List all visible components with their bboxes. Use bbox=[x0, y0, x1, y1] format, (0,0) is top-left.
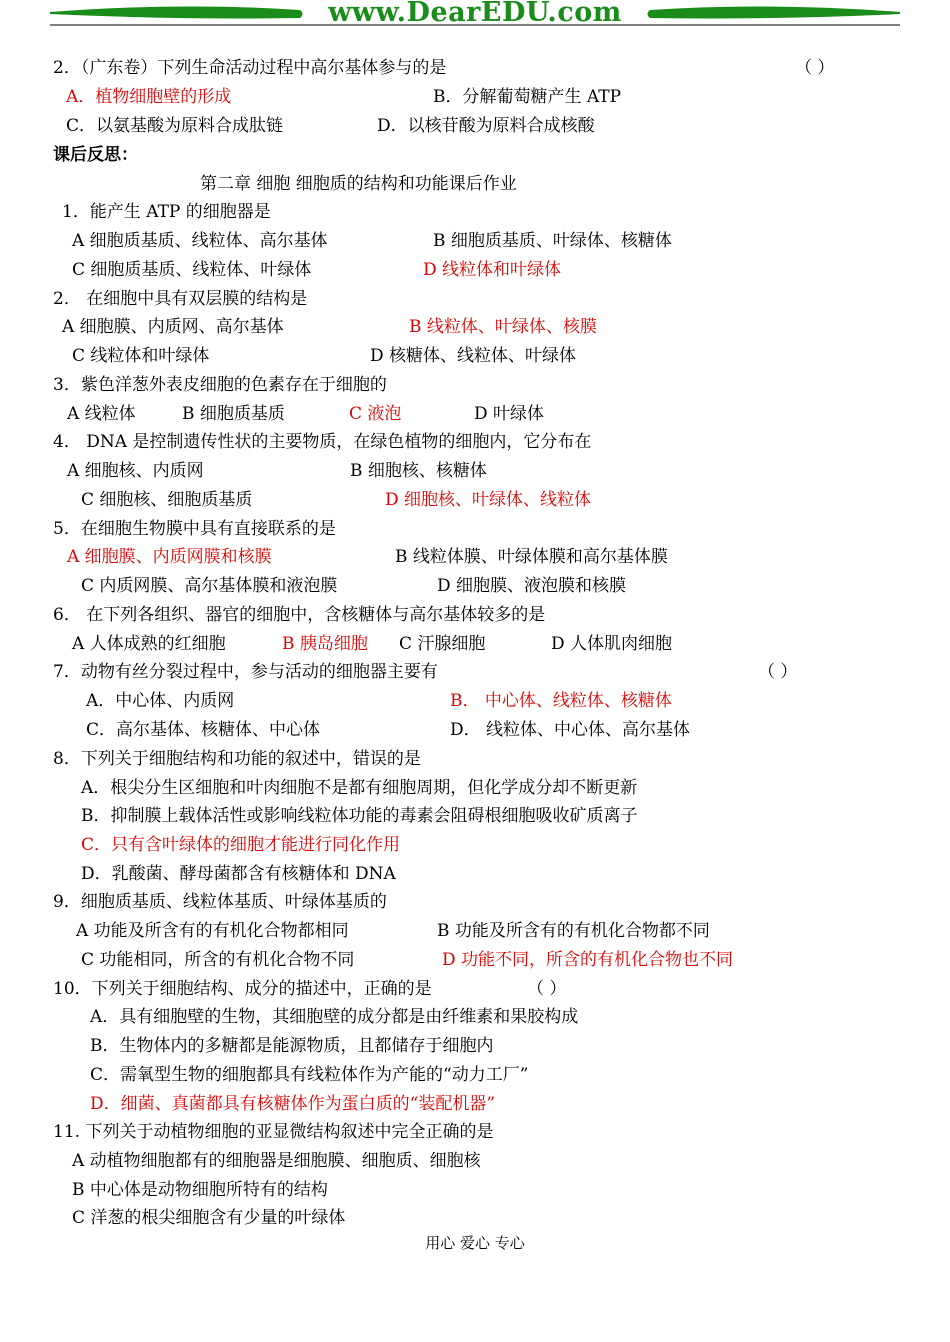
page-footer: 用心 爱心 专心 bbox=[425, 1234, 525, 1252]
q1-option-b: B 细胞质基质、叶绿体、核糖体 bbox=[433, 231, 672, 251]
q9-option-c: C 功能相同，所含的有机化合物不同 bbox=[81, 950, 355, 970]
question-6: 6． 在下列各组织、器官的细胞中，含核糖体与高尔基体较多的是 bbox=[53, 605, 546, 625]
q2-option-b-answer: B 线粒体、叶绿体、核膜 bbox=[409, 317, 597, 337]
q11-option-b: B 中心体是动物细胞所特有的结构 bbox=[72, 1180, 328, 1200]
option-a-answer: A．植物细胞壁的形成 bbox=[66, 87, 232, 107]
question-2-gd: 2．（广东卷）下列生命活动过程中高尔基体参与的是 bbox=[53, 58, 447, 78]
site-brand: www.DearEDU.com bbox=[328, 0, 622, 28]
question-9: 9．细胞质基质、线粒体基质、叶绿体基质的 bbox=[53, 892, 387, 912]
question-11: 11. 下列关于动植物细胞的亚显微结构叙述中完全正确的是 bbox=[53, 1122, 494, 1142]
q3-option-d: D 叶绿体 bbox=[474, 404, 545, 424]
question-1: 1．能产生 ATP 的细胞器是 bbox=[62, 202, 271, 222]
q10-option-a: A．具有细胞壁的生物，其细胞壁的成分都是由纤维素和果胶构成 bbox=[90, 1007, 579, 1027]
q1-option-d-answer: D 线粒体和叶绿体 bbox=[423, 260, 562, 280]
q5-option-b: B 线粒体膜、叶绿体膜和高尔基体膜 bbox=[395, 547, 668, 567]
section-title: 第二章 细胞 细胞质的结构和功能课后作业 bbox=[200, 174, 517, 194]
question-10: 10．下列关于细胞结构、成分的描述中，正确的是 bbox=[53, 979, 432, 999]
q4-option-d-answer: D 细胞核、叶绿体、线粒体 bbox=[385, 490, 592, 510]
q4-option-b: B 细胞核、核糖体 bbox=[350, 461, 487, 481]
q9-option-b: B 功能及所含有的有机化合物都不同 bbox=[437, 921, 710, 941]
q4-option-a: A 细胞核、内质网 bbox=[67, 461, 204, 481]
q1-option-c: C 细胞质基质、线粒体、叶绿体 bbox=[72, 260, 312, 280]
q7-option-b-answer: B． 中心体、线粒体、核糖体 bbox=[450, 691, 672, 711]
question-4: 4． DNA 是控制遗传性状的主要物质，在绿色植物的细胞内，它分布在 bbox=[53, 432, 592, 452]
q10-answer-bracket: （ ） bbox=[527, 979, 567, 999]
q3-option-a: A 线粒体 bbox=[67, 404, 136, 424]
q8-option-a: A．根尖分生区细胞和叶肉细胞不是都有细胞周期，但化学成分却不断更新 bbox=[81, 778, 638, 798]
q8-option-b: B．抑制膜上载体活性或影响线粒体功能的毒素会阻碍根细胞吸收矿质离子 bbox=[81, 806, 638, 826]
option-d: D．以核苷酸为原料合成核酸 bbox=[377, 116, 595, 136]
q9-option-d-answer: D 功能不同，所含的有机化合物也不同 bbox=[442, 950, 734, 970]
q6-option-a: A 人体成熟的红细胞 bbox=[72, 634, 226, 654]
option-b: B．分解葡萄糖产生 ATP bbox=[433, 87, 622, 107]
q9-option-a: A 功能及所含有的有机化合物都相同 bbox=[76, 921, 349, 941]
option-c: C．以氨基酸为原料合成肽链 bbox=[66, 116, 284, 136]
q8-option-c-answer: C．只有含叶绿体的细胞才能进行同化作用 bbox=[81, 835, 401, 855]
q8-option-d: D．乳酸菌、酵母菌都含有核糖体和 DNA bbox=[81, 864, 396, 884]
question-2: 2． 在细胞中具有双层膜的结构是 bbox=[53, 289, 308, 309]
q5-option-d: D 细胞膜、液泡膜和核膜 bbox=[437, 576, 627, 596]
q2-option-a: A 细胞膜、内质网、高尔基体 bbox=[62, 317, 284, 337]
question-8: 8．下列关于细胞结构和功能的叙述中，错误的是 bbox=[53, 749, 421, 769]
question-7: 7．动物有丝分裂过程中，参与活动的细胞器主要有 bbox=[53, 662, 438, 682]
question-5: 5．在细胞生物膜中具有直接联系的是 bbox=[53, 519, 336, 539]
q7-option-a: A．中心体、内质网 bbox=[86, 691, 235, 711]
q1-option-a: A 细胞质基质、线粒体、高尔基体 bbox=[72, 231, 328, 251]
answer-bracket: （ ） bbox=[795, 58, 835, 78]
q6-option-b-answer: B 胰岛细胞 bbox=[282, 634, 368, 654]
q10-option-b: B．生物体内的多糖都是能源物质，且都储存于细胞内 bbox=[90, 1036, 494, 1056]
q7-answer-bracket: （ ） bbox=[758, 662, 798, 682]
page-header bbox=[50, 0, 900, 34]
q4-option-c: C 细胞核、细胞质基质 bbox=[81, 490, 253, 510]
q6-option-c: C 汗腺细胞 bbox=[399, 634, 486, 654]
q3-option-c-answer: C 液泡 bbox=[349, 404, 402, 424]
q11-option-a: A 动植物细胞都有的细胞器是细胞膜、细胞质、细胞核 bbox=[72, 1151, 481, 1171]
q5-option-a-answer: A 细胞膜、内质网膜和核膜 bbox=[67, 547, 272, 567]
q10-option-c: C．需氧型生物的细胞都具有线粒体作为产能的“动力工厂” bbox=[90, 1065, 529, 1085]
reflection-heading: 课后反思： bbox=[53, 145, 138, 165]
q10-option-d-answer: D．细菌、真菌都具有核糖体作为蛋白质的“装配机器” bbox=[90, 1094, 496, 1114]
q2-option-c: C 线粒体和叶绿体 bbox=[72, 346, 210, 366]
q3-option-b: B 细胞质基质 bbox=[182, 404, 285, 424]
question-3: 3．紫色洋葱外表皮细胞的色素存在于细胞的 bbox=[53, 375, 387, 395]
q5-option-c: C 内质网膜、高尔基体膜和液泡膜 bbox=[81, 576, 338, 596]
q7-option-c: C．高尔基体、核糖体、中心体 bbox=[86, 720, 321, 740]
q2-option-d: D 核糖体、线粒体、叶绿体 bbox=[370, 346, 577, 366]
q6-option-d: D 人体肌肉细胞 bbox=[551, 634, 673, 654]
q7-option-d: D． 线粒体、中心体、高尔基体 bbox=[450, 720, 691, 740]
q11-option-c: C 洋葱的根尖细胞含有少量的叶绿体 bbox=[72, 1208, 346, 1228]
